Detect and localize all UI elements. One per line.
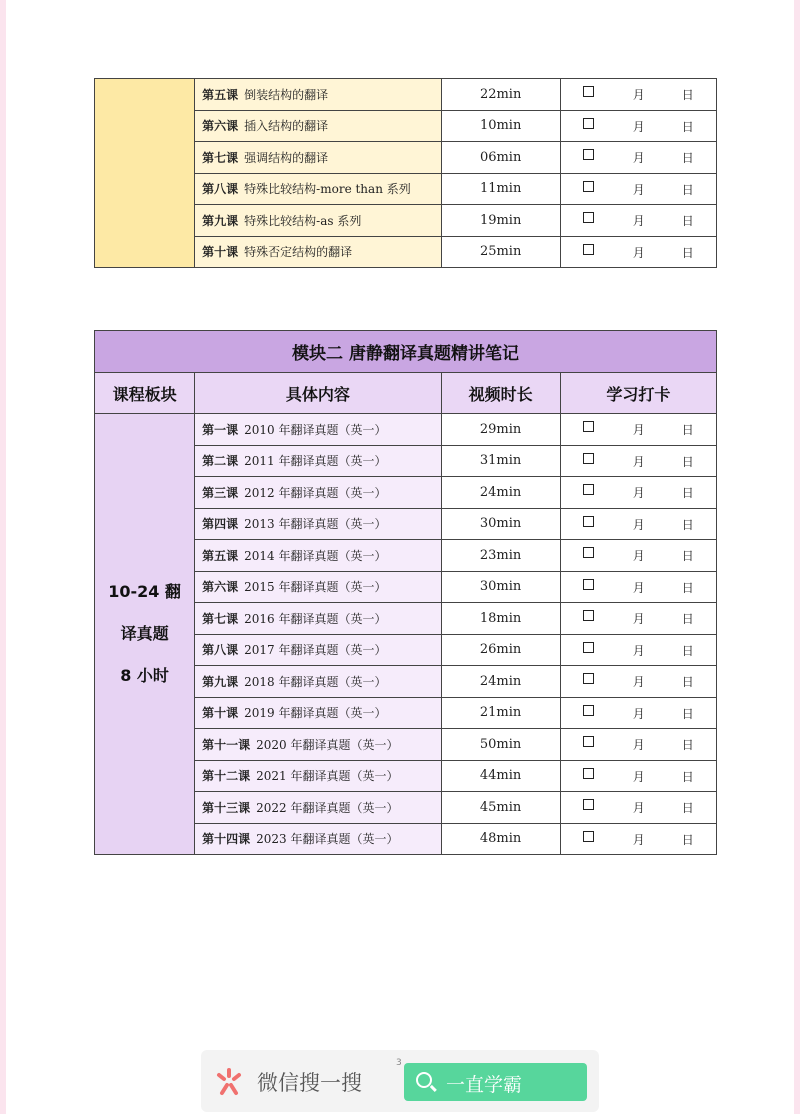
month-label: 月 (632, 486, 645, 500)
lesson-title: 特殊否定结构的翻译 (244, 245, 353, 260)
page-number: 3 (396, 1058, 402, 1068)
video-duration: 26min (441, 634, 560, 666)
video-duration: 06min (441, 142, 560, 174)
video-duration: 45min (441, 792, 560, 824)
month-label: 月 (632, 580, 645, 595)
lesson-content (195, 508, 441, 540)
month-label: 月 (632, 119, 645, 134)
checkin-cell (560, 792, 716, 824)
checkbox[interactable] (583, 736, 594, 747)
lesson-title: 倒装结构的翻译 (244, 87, 329, 102)
lesson-title: 2021 年翻译真题（英一） (256, 769, 399, 784)
day-label: 日 (681, 245, 694, 260)
video-duration: 29min (441, 414, 560, 446)
day-label: 日 (681, 549, 694, 563)
lesson-title: 强调结构的翻译 (244, 150, 329, 165)
video-duration: 50min (441, 729, 560, 761)
checkbox[interactable] (583, 181, 594, 192)
checkbox[interactable] (583, 421, 594, 432)
month-label: 月 (632, 88, 645, 102)
video-duration: 23min (441, 540, 560, 572)
video-duration: 30min (441, 508, 560, 540)
lesson-title: 特殊比较结构-as 系列 (244, 213, 362, 228)
checkin-cell (560, 603, 716, 635)
checkin-cell (560, 445, 716, 477)
day-label: 日 (681, 119, 694, 134)
month-label: 月 (632, 675, 645, 689)
lesson-content (195, 236, 441, 268)
course-block-line: 10-24 翻 (108, 582, 181, 601)
month-label: 月 (632, 643, 645, 658)
lesson-number: 第十一课 (202, 737, 251, 752)
checkbox[interactable] (583, 579, 594, 590)
checkbox[interactable] (583, 831, 594, 842)
checkin-cell (560, 666, 716, 698)
checkin-cell (560, 634, 716, 666)
header-checkin: 学习打卡 (560, 373, 716, 414)
day-label: 日 (681, 214, 694, 228)
lesson-number: 第十课 (202, 706, 239, 721)
lesson-title: 特殊比较结构-more than 系列 (244, 182, 411, 197)
day-label: 日 (681, 517, 694, 532)
day-label: 日 (681, 643, 694, 658)
lesson-content (195, 110, 441, 142)
checkbox[interactable] (583, 768, 594, 779)
video-duration: 24min (441, 477, 560, 509)
lesson-number: 第十二课 (202, 769, 251, 784)
lesson-number: 第十课 (202, 245, 239, 260)
course-block-cell (95, 79, 195, 268)
checkbox[interactable] (583, 642, 594, 653)
lesson-content (195, 571, 441, 603)
month-label: 月 (632, 801, 645, 815)
lesson-title: 2016 年翻译真题（英一） (244, 611, 387, 626)
module-title: 模块二 唐静翻译真题精讲笔记 (95, 331, 717, 373)
day-label: 日 (681, 151, 694, 165)
day-label: 日 (681, 88, 694, 102)
checkin-cell (560, 110, 716, 142)
lesson-title: 2022 年翻译真题（英一） (256, 800, 399, 815)
wechat-search-logo-icon (213, 1066, 245, 1098)
lesson-title: 2010 年翻译真题（英一） (244, 422, 387, 437)
video-duration: 11min (441, 173, 560, 205)
checkin-cell (560, 173, 716, 205)
day-label: 日 (681, 832, 694, 847)
checkin-cell (560, 540, 716, 572)
lesson-title: 2011 年翻译真题（英一） (244, 454, 387, 469)
video-duration: 24min (441, 666, 560, 698)
video-duration: 25min (441, 236, 560, 268)
month-label: 月 (632, 151, 645, 165)
checkbox[interactable] (583, 705, 594, 716)
checkin-cell (560, 571, 716, 603)
day-label: 日 (681, 769, 694, 784)
month-label: 月 (632, 612, 645, 626)
checkbox[interactable] (583, 212, 594, 223)
month-label: 月 (632, 245, 645, 260)
month-label: 月 (632, 454, 645, 469)
video-duration: 19min (441, 205, 560, 237)
lesson-content (195, 697, 441, 729)
lesson-content (195, 603, 441, 635)
header-course-block: 课程板块 (95, 373, 195, 414)
lesson-title: 2023 年翻译真题（英一） (256, 832, 399, 847)
lesson-content (195, 760, 441, 792)
video-duration: 30min (441, 571, 560, 603)
month-label: 月 (632, 549, 645, 563)
lesson-number: 第十四课 (202, 832, 251, 847)
day-label: 日 (681, 706, 694, 721)
day-label: 日 (681, 580, 694, 595)
table-row (95, 79, 717, 111)
video-duration: 44min (441, 760, 560, 792)
day-label: 日 (681, 182, 694, 197)
lesson-content (195, 477, 441, 509)
video-duration: 18min (441, 603, 560, 635)
lesson-number: 第七课 (202, 611, 239, 626)
lesson-number: 第八课 (202, 643, 239, 658)
checkbox[interactable] (583, 516, 594, 527)
lesson-content (195, 792, 441, 824)
lesson-number: 第十三课 (202, 800, 251, 815)
video-duration: 22min (441, 79, 560, 111)
day-label: 日 (681, 675, 694, 689)
video-duration: 48min (441, 823, 560, 855)
checkin-cell (560, 79, 716, 111)
search-term-text: 一直学霸 (446, 1074, 523, 1096)
checkbox[interactable] (583, 453, 594, 464)
lesson-content (195, 205, 441, 237)
lesson-content (195, 540, 441, 572)
lesson-number: 第八课 (202, 182, 239, 197)
lesson-content (195, 666, 441, 698)
lesson-title: 2012 年翻译真题（英一） (244, 485, 387, 500)
lesson-number: 第五课 (202, 548, 239, 563)
lesson-content (195, 634, 441, 666)
lesson-title: 插入结构的翻译 (244, 119, 329, 134)
day-label: 日 (681, 486, 694, 500)
checkbox[interactable] (583, 673, 594, 684)
month-label: 月 (632, 832, 645, 847)
checkin-cell (560, 477, 716, 509)
magnifier-icon (416, 1072, 432, 1088)
lesson-number: 第六课 (202, 119, 239, 134)
checkin-cell (560, 142, 716, 174)
lesson-content (195, 142, 441, 174)
lesson-content (195, 79, 441, 111)
course-block-line: 8 小时 (120, 666, 169, 685)
checkin-cell (560, 205, 716, 237)
checkbox[interactable] (583, 118, 594, 129)
lesson-number: 第六课 (202, 580, 239, 595)
module-one-table (94, 78, 717, 268)
watermark-brand-text: 微信搜一搜 (257, 1071, 362, 1095)
lesson-title: 2018 年翻译真题（英一） (244, 674, 387, 689)
lesson-title: 2015 年翻译真题（英一） (244, 580, 387, 595)
lesson-number: 第九课 (202, 213, 239, 228)
lesson-content (195, 173, 441, 205)
checkbox[interactable] (583, 244, 594, 255)
module-two-table (94, 330, 717, 855)
month-label: 月 (632, 517, 645, 532)
lesson-content (195, 729, 441, 761)
checkin-cell (560, 508, 716, 540)
lesson-number: 第三课 (202, 485, 239, 500)
video-duration: 10min (441, 110, 560, 142)
checkbox[interactable] (583, 484, 594, 495)
course-block-line: 译真题 (120, 624, 169, 643)
checkin-cell (560, 697, 716, 729)
checkin-cell (560, 414, 716, 446)
lesson-number: 第五课 (202, 87, 239, 102)
month-label: 月 (632, 769, 645, 784)
lesson-number: 第二课 (202, 454, 239, 469)
lesson-number: 第一课 (202, 422, 239, 437)
course-block-cell (95, 414, 195, 855)
month-label: 月 (632, 706, 645, 721)
day-label: 日 (681, 454, 694, 469)
month-label: 月 (632, 423, 645, 437)
search-term-button[interactable] (404, 1063, 587, 1101)
checkin-cell (560, 760, 716, 792)
day-label: 日 (681, 738, 694, 752)
lesson-title: 2019 年翻译真题（英一） (244, 706, 387, 721)
lesson-title: 2014 年翻译真题（英一） (244, 548, 387, 563)
video-duration: 31min (441, 445, 560, 477)
lesson-title: 2013 年翻译真题（英一） (244, 517, 387, 532)
table-row (95, 414, 717, 446)
lesson-title: 2017 年翻译真题（英一） (244, 643, 387, 658)
checkbox[interactable] (583, 547, 594, 558)
day-label: 日 (681, 423, 694, 437)
lesson-number: 第七课 (202, 150, 239, 165)
checkin-cell (560, 823, 716, 855)
month-label: 月 (632, 214, 645, 228)
wechat-search-watermark (201, 1050, 599, 1112)
checkbox[interactable] (583, 149, 594, 160)
month-label: 月 (632, 182, 645, 197)
lesson-content (195, 823, 441, 855)
video-duration: 21min (441, 697, 560, 729)
document-page (6, 0, 794, 1114)
checkbox[interactable] (583, 610, 594, 621)
header-content: 具体内容 (195, 373, 441, 414)
checkbox[interactable] (583, 799, 594, 810)
checkin-cell (560, 729, 716, 761)
day-label: 日 (681, 801, 694, 815)
checkin-cell (560, 236, 716, 268)
header-duration: 视频时长 (441, 373, 560, 414)
lesson-content (195, 445, 441, 477)
checkbox[interactable] (583, 86, 594, 97)
day-label: 日 (681, 612, 694, 626)
month-label: 月 (632, 738, 645, 752)
lesson-content (195, 414, 441, 446)
lesson-number: 第四课 (202, 517, 239, 532)
lesson-number: 第九课 (202, 674, 239, 689)
lesson-title: 2020 年翻译真题（英一） (256, 737, 399, 752)
